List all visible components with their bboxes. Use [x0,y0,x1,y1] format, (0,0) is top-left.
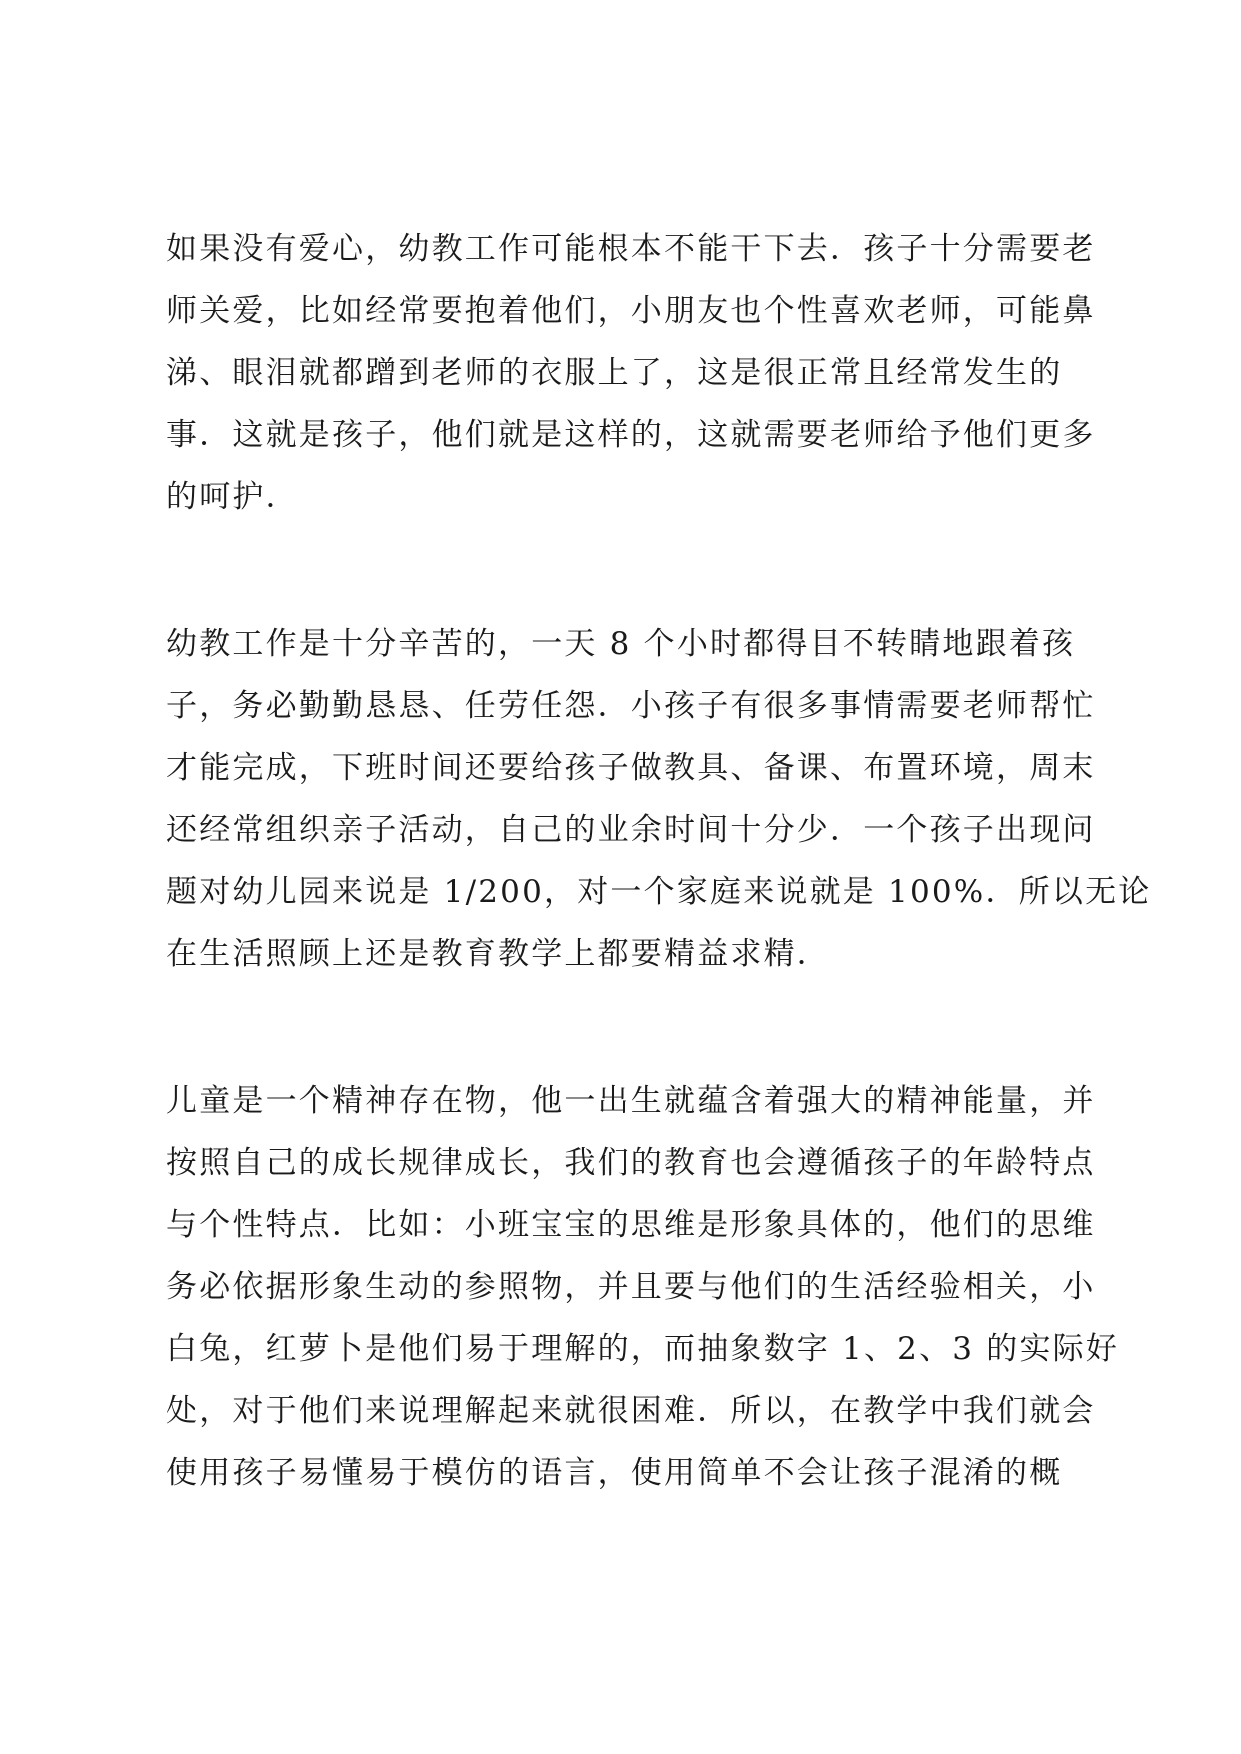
text-line: 幼教工作是十分辛苦的，一天 8 个小时都得目不转睛地跟着孩 [166,626,1076,662]
text-line: 师关爱，比如经常要抱着他们，小朋友也个性喜欢老师，可能鼻 [166,293,1096,329]
text-line: 白兔，红萝卜是他们易于理解的，而抽象数字 1、2、3 的实际好 [166,1331,1120,1367]
text-line: 处，对于他们来说理解起来就很困难．所以，在教学中我们就会 [166,1393,1096,1429]
text-line: 事．这就是孩子，他们就是这样的，这就需要老师给予他们更多 [166,417,1096,453]
text-line: 务必依据形象生动的参照物，并且要与他们的生活经验相关，小 [166,1269,1096,1305]
text-line: 与个性特点．比如：小班宝宝的思维是形象具体的，他们的思维 [166,1207,1096,1243]
text-line: 在生活照顾上还是教育教学上都要精益求精． [166,936,830,972]
text-line: 才能完成，下班时间还要给孩子做教具、备课、布置环境，周末 [166,750,1096,786]
text-line: 还经常组织亲子活动，自己的业余时间十分少．一个孩子出现问 [166,812,1096,848]
text-line: 子，务必勤勤恳恳、任劳任怨．小孩子有很多事情需要老师帮忙 [166,688,1096,724]
text-line: 题对幼儿园来说是 1/200，对一个家庭来说就是 100%．所以无论 [166,874,1152,910]
text-line: 涕、眼泪就都蹭到老师的衣服上了，这是很正常且经常发生的 [166,355,1063,391]
text-line: 如果没有爱心，幼教工作可能根本不能干下去．孩子十分需要老 [166,231,1096,267]
text-line: 的呵护． [166,479,299,515]
text-line: 儿童是一个精神存在物，他一出生就蕴含着强大的精神能量，并 [166,1083,1096,1119]
text-line: 按照自己的成长规律成长，我们的教育也会遵循孩子的年龄特点 [166,1145,1096,1181]
text-line: 使用孩子易懂易于模仿的语言，使用简单不会让孩子混淆的概 [166,1455,1063,1491]
